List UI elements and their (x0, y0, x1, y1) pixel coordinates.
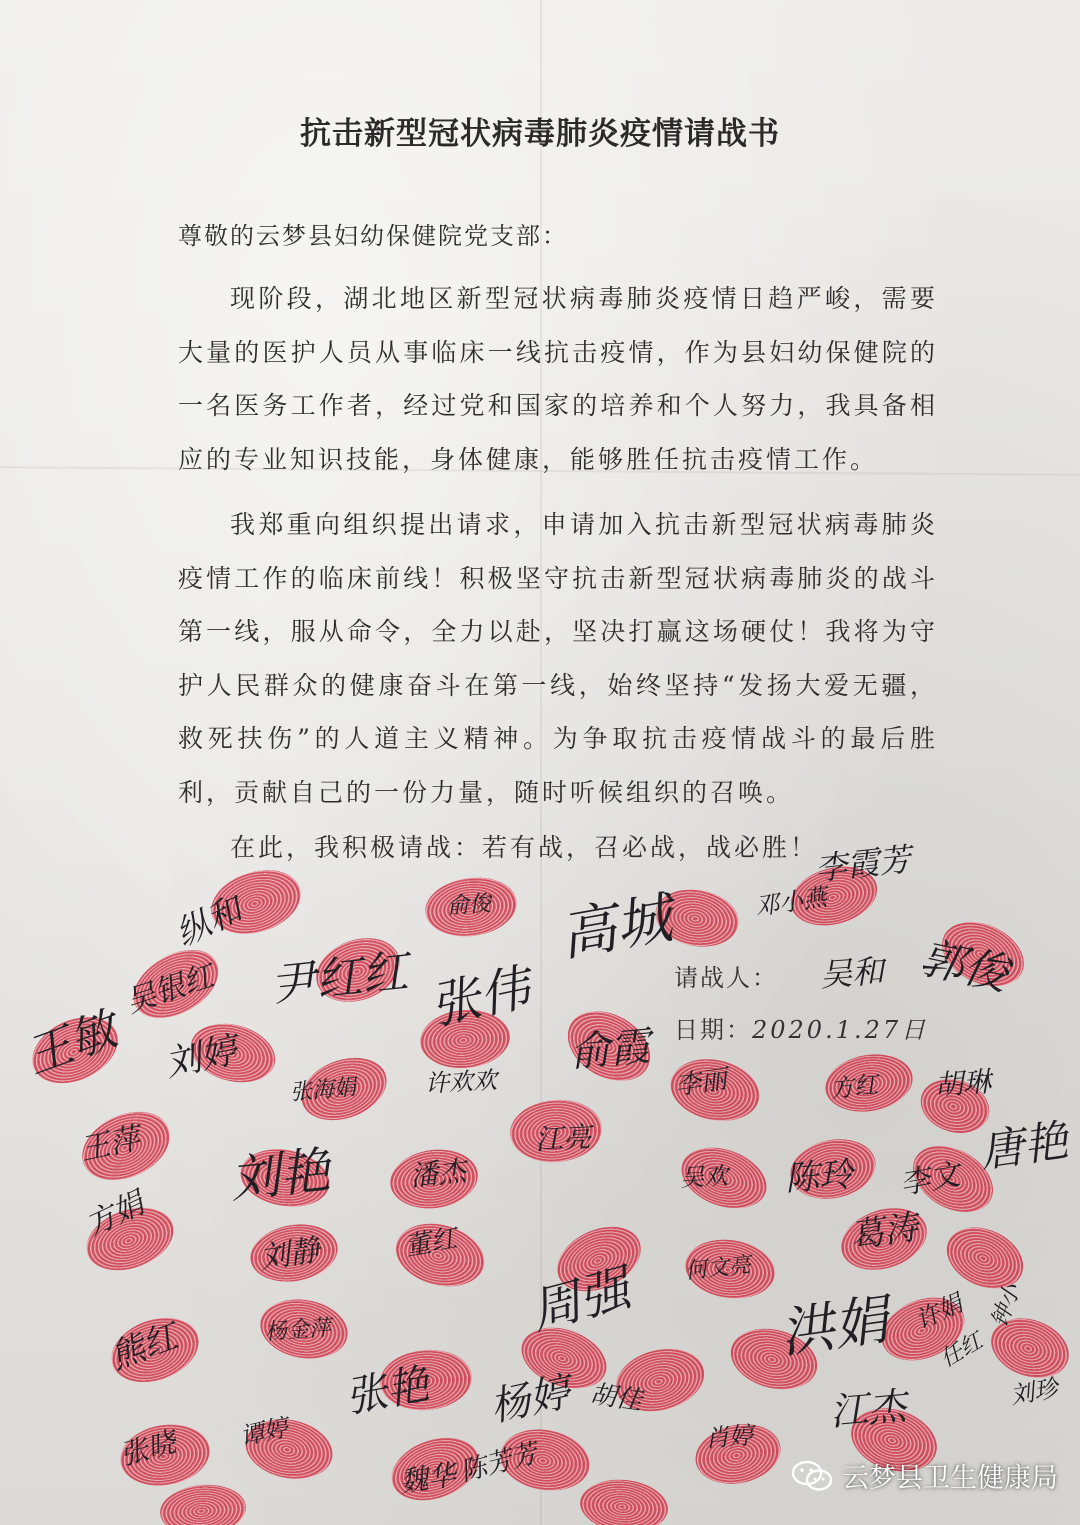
signature: 许娟 (911, 1289, 967, 1335)
signature: 纵和 (169, 889, 249, 955)
signature: 方红 (828, 1070, 880, 1104)
date-label: 日期： (674, 1016, 752, 1044)
signature: 吴和 (818, 951, 886, 995)
signature: 张海娟 (288, 1075, 357, 1106)
signature: 许欢欢 (424, 1066, 498, 1098)
signature: 张伟 (425, 958, 535, 1036)
signature: 高城 (555, 885, 677, 970)
wechat-watermark (790, 1456, 1058, 1495)
watermark-text: 云梦县卫生健康局 (842, 1463, 1058, 1494)
signature: 董红 (402, 1223, 460, 1263)
signature: 俞霞 (568, 1023, 652, 1077)
date-value: 2020.1.27日 (752, 1016, 929, 1044)
signature: 吴欢 (679, 1161, 729, 1193)
signature: 杨金萍 (264, 1315, 332, 1346)
document-title: 抗击新型冠状病毒肺炎疫情请战书 (300, 116, 780, 152)
signature: 李霞芳 (813, 840, 913, 888)
signature: 周强 (524, 1259, 636, 1341)
signature: 李文 (897, 1157, 963, 1202)
signature: 杨婷 (486, 1369, 574, 1431)
signature: 尹红红 (267, 943, 411, 1013)
signature: 唐艳 (976, 1115, 1072, 1178)
signature: 刘艳 (227, 1140, 333, 1210)
requester-label: 请战人： (674, 964, 778, 992)
signature: 胡琳 (933, 1065, 993, 1102)
signature: 洪娟 (776, 1287, 892, 1366)
signature: 何文亮 (683, 1252, 753, 1285)
signature: 任红 (936, 1328, 988, 1373)
signature: 葛涛 (847, 1207, 921, 1257)
wechat-icon (790, 1458, 834, 1494)
signature: 郭俊 (915, 932, 1013, 1001)
signature: 陈玲 (783, 1154, 855, 1200)
paragraph-pledge: 在此，我积极请战：若有战，召必战，战必胜！ (230, 833, 819, 862)
signature: 方娟 (80, 1186, 150, 1244)
signature: 李丽 (673, 1064, 729, 1102)
signature: 刘婷 (161, 1029, 241, 1086)
signature: 张晓 (116, 1425, 180, 1472)
signature: 胡佳 (588, 1379, 644, 1417)
signature: 俞俊 (446, 891, 492, 920)
signature: 刘珍 (1007, 1374, 1061, 1410)
signature: 江亮 (534, 1120, 592, 1157)
signature: 肖婷 (704, 1421, 754, 1453)
signature: 王萍 (76, 1121, 143, 1168)
paragraph-request: 我郑重向组织提出请求，申请加入抗击新型冠状病毒肺炎疫情工作的临床前线！积极坚守抗击新型冠状病毒肺炎的战斗第一线，服从命令，全力以赴，坚决打赢这场硬仗！我将为守护人民群众的健康奋斗在第一线，始终坚持“发扬大爱无疆，救死扶伤”的人道主义精神。为争取抗击疫情战斗的最后胜利，贡献自己的一份力量，随时听候组织的召唤。 (178, 510, 938, 807)
signature: 吴银红 (121, 958, 219, 1021)
signature: 刘静 (257, 1233, 323, 1277)
signature: 江杰 (828, 1383, 908, 1435)
signature: 谭婷 (237, 1413, 291, 1451)
signature: 陈芳芳 (457, 1438, 541, 1488)
signature: 张艳 (341, 1359, 433, 1422)
signature: 潘杰 (408, 1154, 468, 1193)
signature: 邓小燕 (753, 883, 829, 921)
paragraph-situation: 现阶段，湖北地区新型冠状病毒肺炎疫情日趋严峻，需要大量的医护人员从事临床一线抗击疫情，作为县妇幼保健院的一名医务工作者，经过党和国家的培养和个人努力，我具备相应的专业知识技能，身体健康，能够胜任抗击疫情工作。 (178, 284, 938, 474)
signature: 熊红 (105, 1316, 183, 1378)
signature: 钟小 (987, 1280, 1026, 1331)
signature: 魏华 (397, 1458, 458, 1499)
signature: 王敏 (18, 1001, 124, 1085)
salutation: 尊敬的云梦县妇幼保健院党支部： (178, 222, 568, 250)
